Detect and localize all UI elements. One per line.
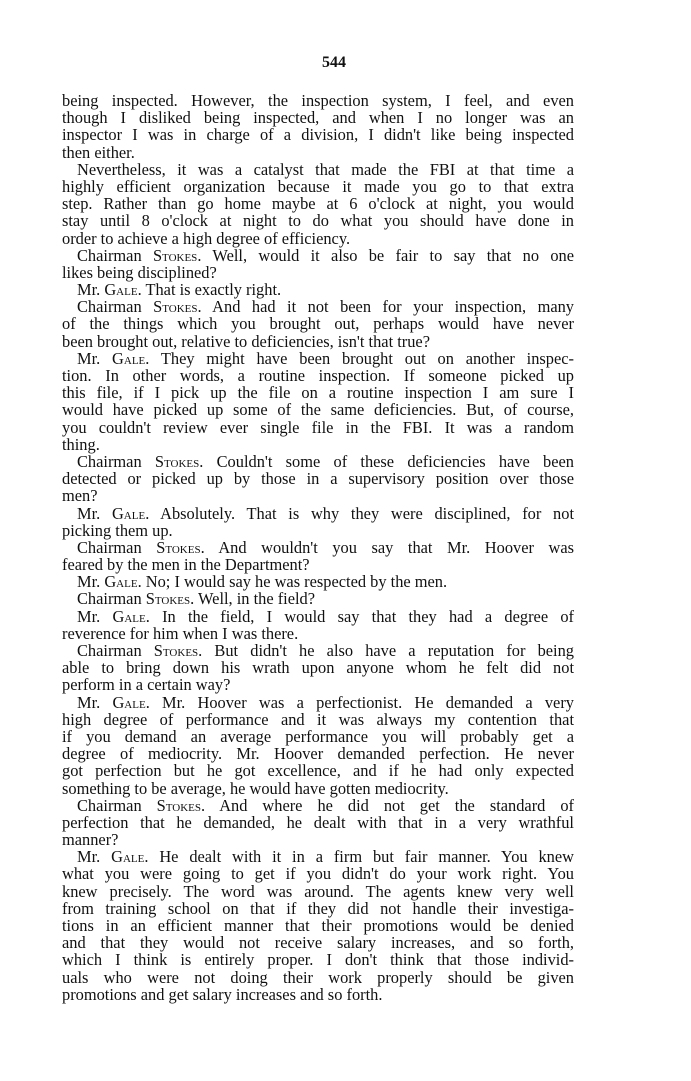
text-line: from training school on that if they did not handle their investiga- [62,898,574,918]
text-line [62,590,574,607]
text-line: perform in a certain way? [62,675,231,695]
text-line [62,505,574,522]
line-text: . He dealt with it in a firm but fair manner. You knew [144,847,574,867]
text-line [62,573,574,590]
text-line [62,298,574,315]
speaker-name: Gale [112,348,146,368]
speaker-name: Stokes [153,641,199,660]
text-line: able to bring down his wrath upon anyone whom he felt did not [62,658,574,678]
text-line: would have picked up some of the same deficiencies. But, of course, [62,400,574,420]
speaker-name: Gale [111,847,145,867]
speaker-title: Mr. [77,572,105,592]
text-line: tion. In other words, a routine inspection. If someone picked up [62,366,574,385]
text-line: uals who were not doing their work properly should be given [62,967,574,987]
text-line [62,453,574,470]
text-line: feared by the men in the Department? [62,555,310,575]
text-line: detected or picked up by those in a supervisory position over those [62,469,574,489]
speaker-title: Chairman [77,795,157,815]
text-line: likes being disciplined? [62,262,217,282]
text-line: high degree of performance and it was always my contention that [62,709,574,729]
speaker-name: Stokes [156,537,201,557]
line-text: . Mr. Hoover was a perfectionist. He demanded a very [145,692,574,712]
speaker-title: Mr. [77,847,112,867]
speaker-name: Gale [112,606,146,626]
text-line: something to be average, he would have gotten mediocrity. [62,778,449,798]
text-line: this file, if I pick up the file on a routine inspection I am sure I [62,383,574,403]
text-line: men? [62,486,98,506]
speaker-name: Gale [112,692,146,712]
speaker-title: Mr. [77,692,113,712]
line-text: . That is exactly right. [137,280,282,300]
speaker-title: Mr. [77,606,113,626]
speaker-name: Stokes [153,297,198,317]
line-text: . Absolutely. That is why they were disciplined, for not [145,503,574,523]
text-line: inspector I was in charge of a division, I didn't like being inspected [62,125,574,145]
text-line [62,247,574,264]
text-line: highly efficient organization because it made you go to that extra [62,176,574,196]
text-line: being inspected. However, the inspection system, I feel, and even [62,91,574,110]
line-text: . And wouldn't you say that Mr. Hoover was [200,537,575,557]
text-line [62,281,574,298]
text-line: if you demand an average performance you will probably get a [62,726,574,746]
text-line: manner? [62,830,119,850]
text-line: what you were going to get if you didn't do your work right. You [62,864,574,884]
text-line: reverence for him when I was there. [62,623,299,643]
text-line: step. Rather than go home maybe at 6 o'clock at night, you would [62,194,574,214]
text-line [62,350,574,367]
speaker-name: Stokes [154,451,200,471]
speaker-name: Gale [111,503,146,523]
line-text: . Couldn't some of these deficiencies have been [199,451,574,471]
speaker-title: Chairman [77,537,157,557]
line-text: . Well, would it also be fair to say that no one [197,245,574,265]
text-line [62,797,574,814]
line-text: . In the field, I would say that they had a degree of [145,606,574,626]
speaker-title: Chairman [77,589,146,609]
text-line: though I disliked being inspected, and when I no longer was an [62,108,574,128]
text-line: order to achieve a high degree of efficiency. [62,228,351,248]
speaker-name: Gale [104,572,138,592]
speaker-title: Chairman [77,451,155,471]
line-text: . And had it not been for your inspection, many [197,297,574,317]
text-line: of the things which you brought out, perhaps would have never [62,314,574,334]
text-line: been brought out, relative to deficiencies, isn't that true? [62,331,430,351]
text-line [62,539,574,556]
speaker-title: Mr. [77,348,113,368]
speaker-name: Gale [104,280,138,300]
text-line: picking them up. [62,520,173,540]
page-number: 544 [322,54,346,71]
line-text: . And where he did not get the standard of [201,795,575,815]
text-line [62,608,574,625]
line-text: . They might have been brought out on another inspec- [145,348,574,368]
text-line: knew precisely. The word was around. The agents knew very well [62,881,574,901]
speaker-name: Stokes [152,245,198,265]
text-line: got perfection but he got excellence, and if he had only expected [62,761,574,781]
text-line: and that they would not receive salary increases, and so forth, [62,933,574,953]
speaker-title: Mr. [77,280,105,300]
text-line: you couldn't review ever single file in the FBI. It was a random [62,417,574,437]
speaker-title: Mr. [77,503,112,523]
speaker-name: Stokes [156,795,202,815]
speaker-name: Stokes [145,589,191,609]
document-body [62,92,574,1003]
line-text: . But didn't he also have a reputation for being [198,641,575,660]
text-line [62,694,574,711]
text-line: stay until 8 o'clock at night to do what you should have done in [62,211,574,231]
text-line: perfection that he demanded, he dealt with that in a very wrathful [62,812,574,832]
line-text: . Well, in the field? [190,589,316,609]
speaker-title: Chairman [77,297,154,317]
line-text: . No; I would say he was respected by the men. [137,572,448,592]
speaker-title: Chairman [77,641,154,660]
text-line [62,848,574,865]
text-line: thing. [62,434,100,454]
text-line: Nevertheless, it was a catalyst that made the FBI at that time a [77,159,574,179]
speaker-title: Chairman [77,245,153,265]
text-line: which I think is entirely proper. I don't think that those individ- [62,950,574,970]
text-line: promotions and get salary increases and so forth. [62,984,383,1004]
text-line: tions in an efficient manner that their promotions would be denied [62,916,574,935]
text-line: degree of mediocrity. Mr. Hoover demanded perfection. He never [62,744,574,764]
text-line [62,642,574,659]
text-line: then either. [62,142,135,162]
